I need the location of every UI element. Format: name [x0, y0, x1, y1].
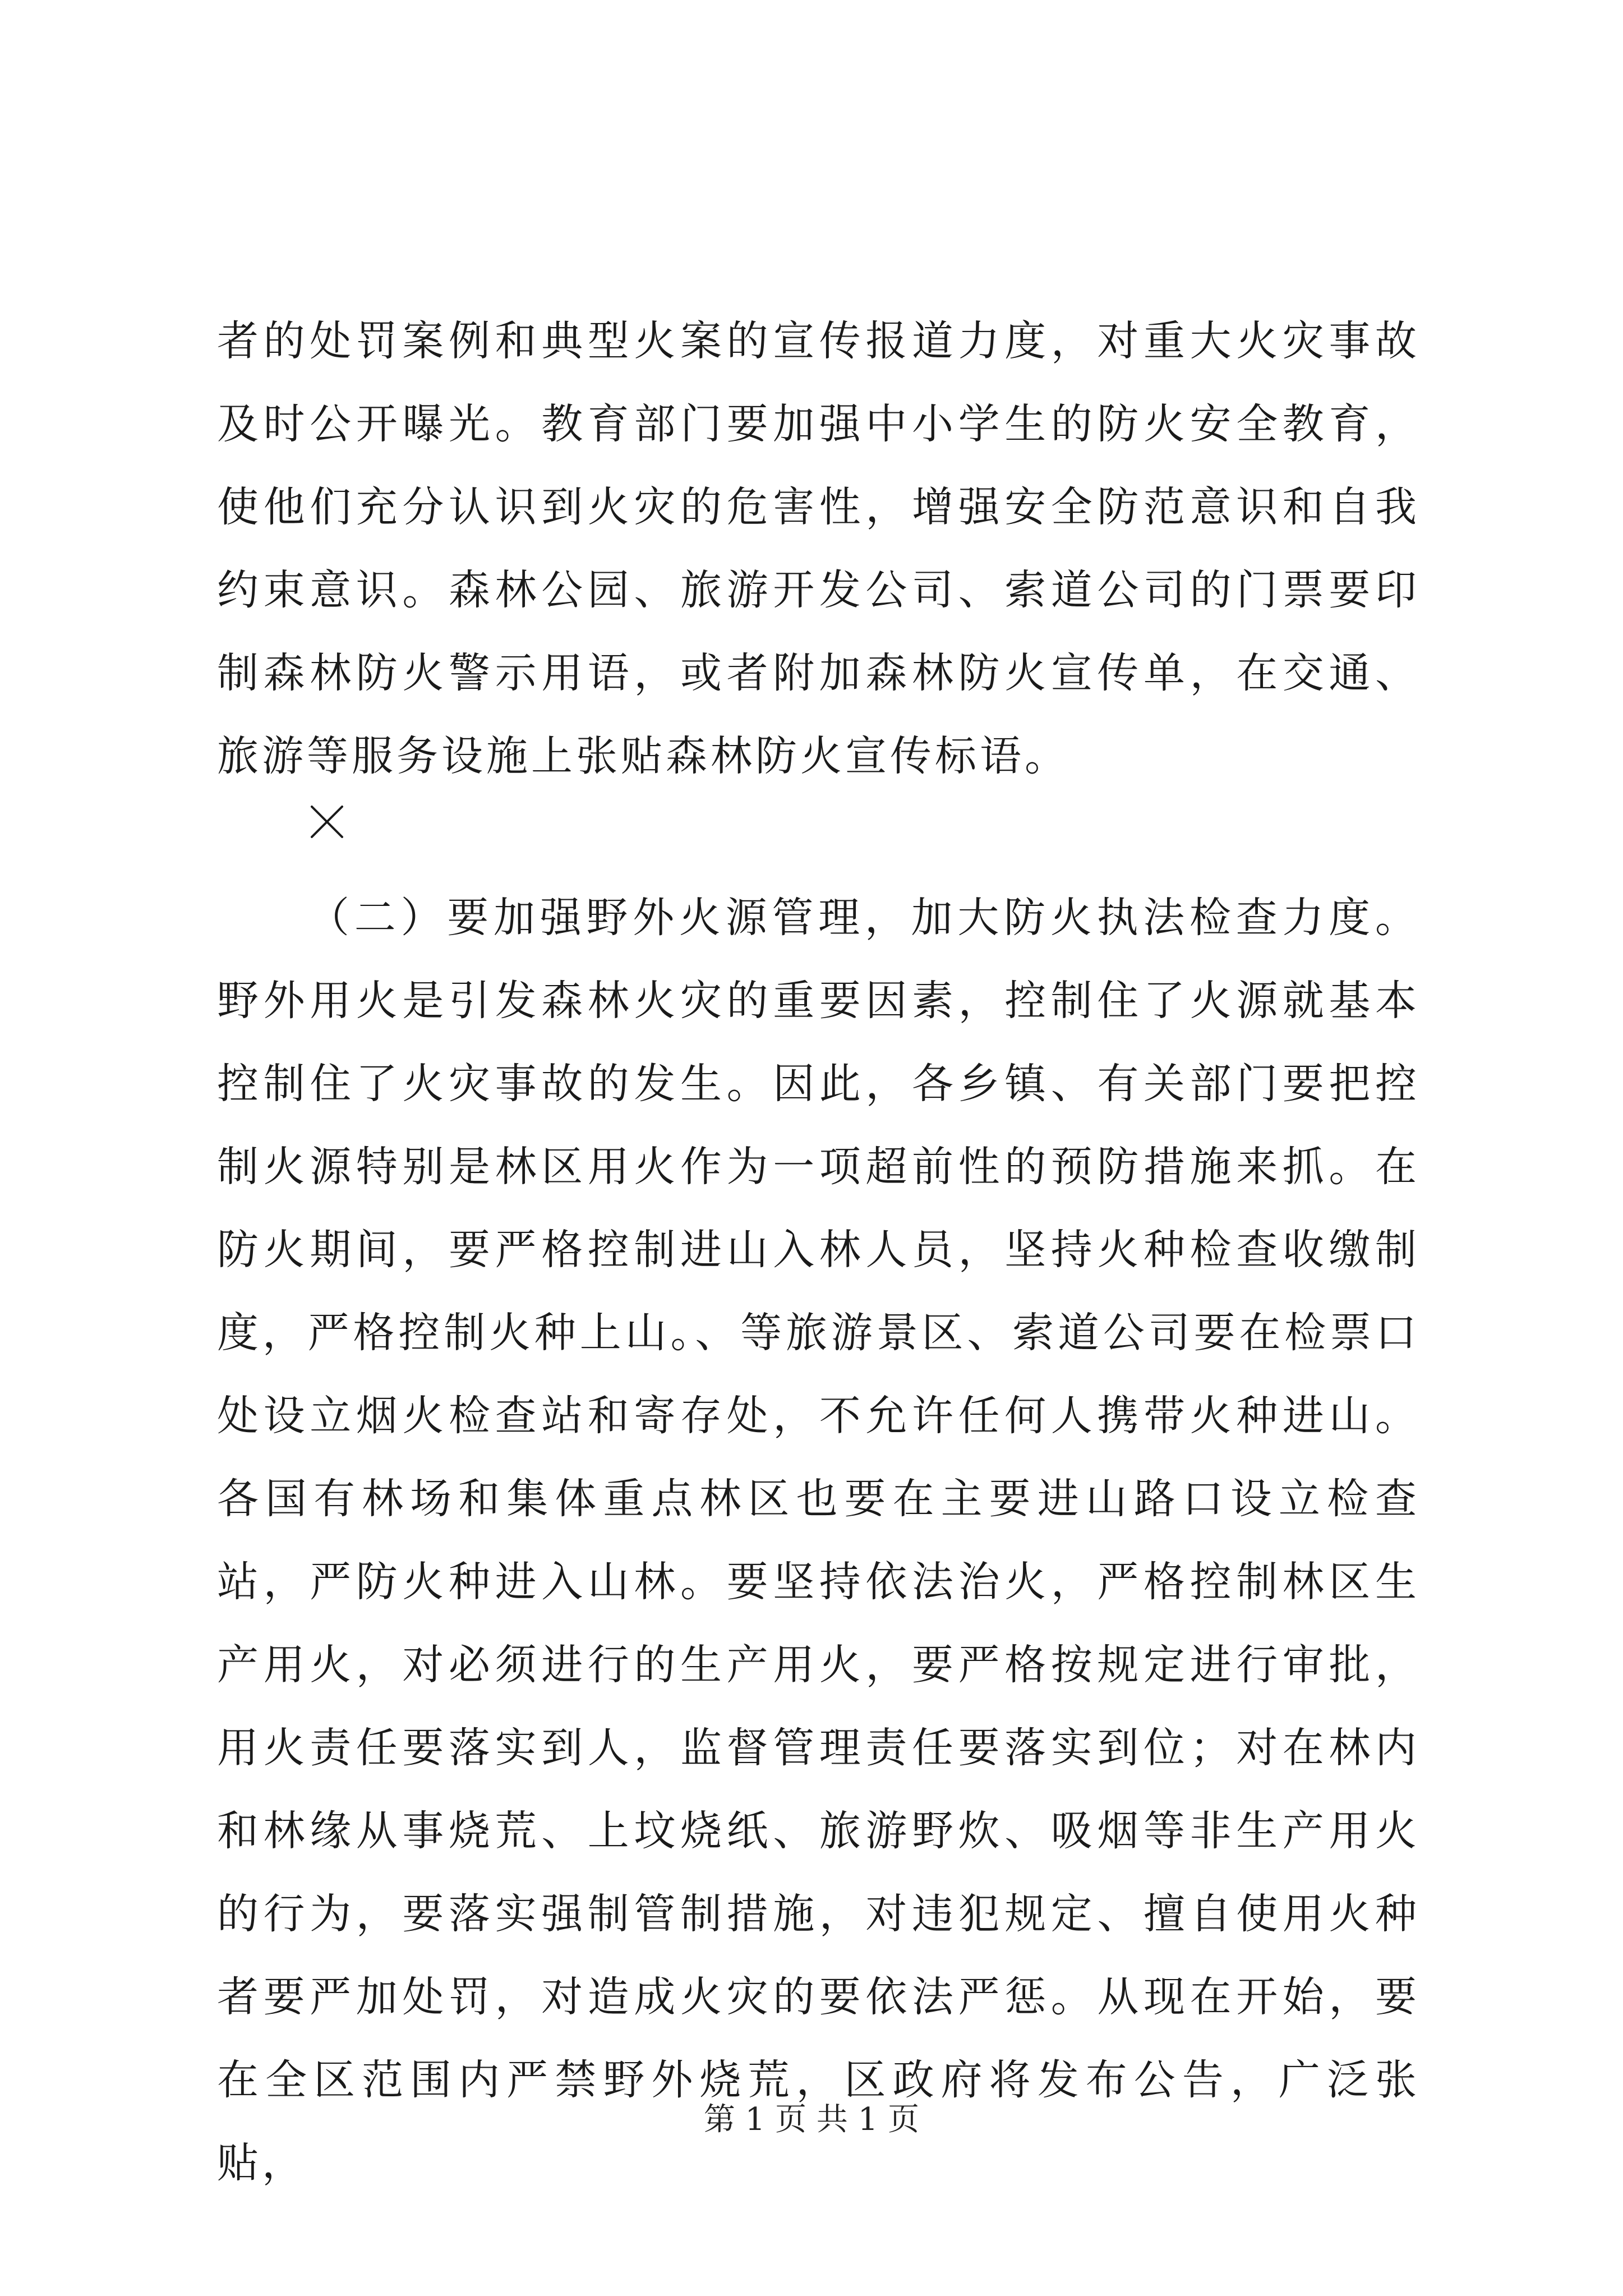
cross-mark-icon [307, 802, 347, 841]
paragraph-2: （二）要加强野外火源管理，加大防火执法检查力度。野外用火是引发森林火灾的重要因素，控制住了火源就基本控制住了火灾事故的发生。因此，各乡镇、有关部门要把控制火源特别是林区用火作为一项超前性的预防措施来抓。在防火期间，要严格控制进山入林人员，坚持火种检查收缴制度，严格控制火种上山。、等旅游景区、索道公司要在检票口处设立烟火检查站和寄存处，不允许任何人携带火种进山。各国有林场和集体重点林区也要在主要进山路口设立检查站，严防火种进入山林。要坚持依法治火，严格控制林区生产用火，对必须进行的生产用火，要严格按规定进行审批，用火责任要落实到人，监督管理责任要落实到位；对在林内和林缘从事烧荒、上坟烧纸、旅游野炊、吸烟等非生产用火的行为，要落实强制管制措施，对违犯规定、擅自使用火种者要严加处罚，对造成火灾的要依法严惩。从现在开始，要在全区范围内严禁野外烧荒，区政府将发布公告，广泛张贴， [217, 894, 1420, 2187]
page-footer: 第 1 页 共 1 页 [703, 2101, 920, 2138]
paragraph-1: 者的处罚案例和典型火案的宣传报道力度，对重大火灾事故及时公开曝光。教育部门要加强中小学生的防火安全教育，使他们充分认识到火灾的危害性，增强安全防范意识和自我约束意识。森林公园、旅游开发公司、索道公司的门票要印制森林防火警示用语，或者附加森林防火宣传单，在交通、旅游等服务设施上张贴森林防火宣传标语。 [217, 317, 1420, 780]
